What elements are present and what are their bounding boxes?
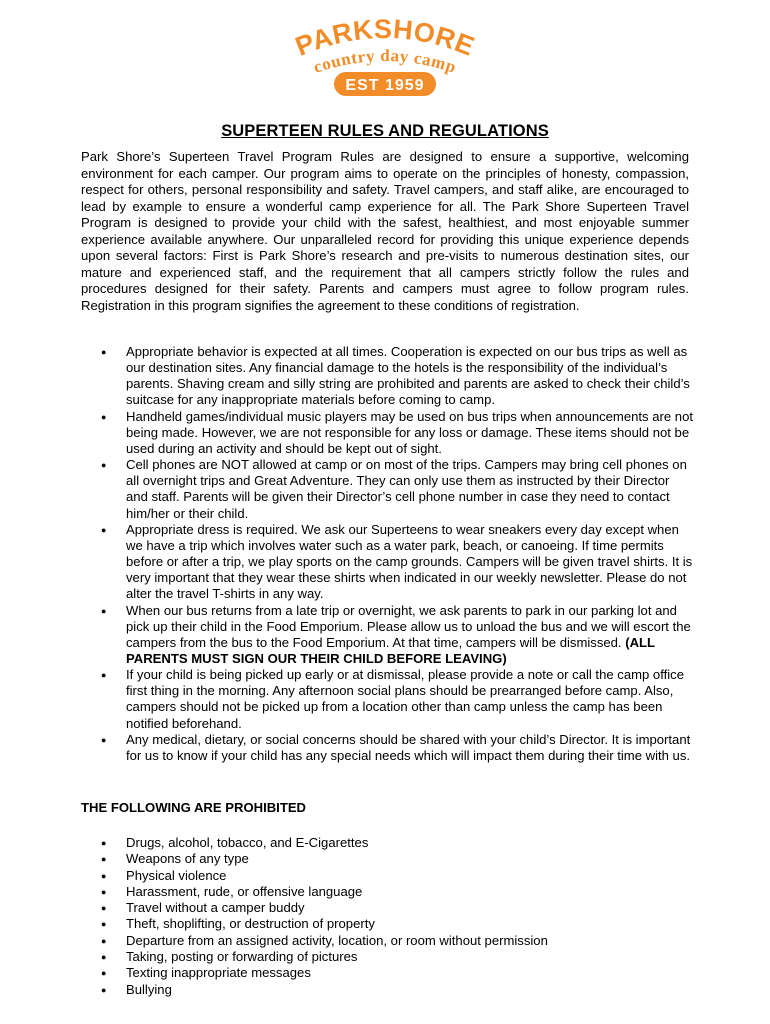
bullet-icon: ● [101, 734, 107, 745]
logo-established: EST 1959 [345, 77, 425, 94]
bullet-icon: ● [101, 411, 107, 422]
list-item [83, 344, 693, 409]
park-shore-logo [270, 18, 500, 110]
list-item [83, 732, 693, 764]
prohibited-item-text: Physical violence [126, 867, 227, 883]
prohibited-heading: THE FOLLOWING ARE PROHIBITED [81, 800, 307, 815]
rule-text: When our bus returns from a late trip or overnight, we ask parents to park in our parking lot and pick up their child in the Food Emporium. Please allow us to unload the bus and we will escort the campers from the bus to the Food Emporium. At that time, campers will be dismissed. [126, 602, 691, 650]
list-item [83, 949, 693, 965]
bullet-icon: ● [101, 870, 107, 881]
list-item [83, 835, 693, 851]
prohibited-item-text: Texting inappropriate messages [126, 965, 311, 981]
list-item [83, 982, 693, 998]
rule-emphasis: (ALL PARENTS MUST SIGN OUR THEIR CHILD BEFORE LEAVING) [126, 634, 655, 666]
logo-name: PARKSHORE [291, 18, 479, 62]
prohibited-item-text: Theft, shoplifting, or destruction of property [126, 916, 375, 932]
prohibited-item-text: Taking, posting or forwarding of pictures [126, 949, 358, 965]
bullet-icon: ● [101, 903, 107, 914]
rule-text: Appropriate dress is required. We ask our Superteens to wear sneakers every day except when we have a trip which involves water such as a water park, beach, or canoeing. If time permits before or after a trip, we play sports on the camp grounds. Campers will be given travel shirts. It is very important that they wear these shirts when indicated in our weekly newsletter. Please do not alter the travel T-shirts in any way. [126, 521, 693, 602]
prohibited-item-text: Travel without a camper buddy [126, 900, 305, 916]
list-item [83, 933, 693, 949]
prohibited-item-text: Drugs, alcohol, tobacco, and E-Cigarettes [126, 835, 369, 850]
list-item [83, 457, 693, 522]
list-item [83, 522, 693, 603]
prohibited-item-text: Weapons of any type [126, 851, 249, 867]
bullet-icon: ● [101, 952, 107, 963]
list-item [83, 409, 693, 457]
logo-tagline: country day camp [311, 45, 459, 77]
bullet-icon: ● [101, 886, 107, 897]
bullet-icon: ● [101, 460, 107, 471]
rule-text: Appropriate behavior is expected at all times. Cooperation is expected on our bus trips as well as our destination sites. Any financial damage to the hotels is the responsibility of the individual’s parents. Shaving cream and silly string are prohibited and parents are asked to check their child’s suitcase for any inappropriate materials before coming to camp. [126, 344, 690, 408]
bullet-icon: ● [101, 605, 107, 616]
list-item [83, 851, 693, 867]
rule-text: Handheld games/individual music players may be used on bus trips when announcements are not being made. However, we are not responsible for any loss or damage. These items should not be used during an activity and should be kept out of sight. [126, 408, 693, 456]
bullet-icon: ● [101, 854, 107, 865]
prohibited-item-text: Harassment, rude, or offensive language [126, 883, 363, 899]
bullet-icon: ● [101, 524, 107, 535]
list-item [83, 965, 693, 981]
page-title: SUPERTEEN RULES AND REGULATIONS [221, 122, 549, 140]
list-item [83, 868, 693, 884]
prohibited-item-text: Bullying [126, 981, 172, 997]
bullet-icon: ● [101, 935, 107, 946]
bullet-icon: ● [101, 838, 107, 848]
rule-text: If your child is being picked up early or at dismissal, please provide a note or call the camp office first thing in the morning. Any afternoon social plans should be prearranged before camp. Also, campers should not be picked up from a location other than camp unless the camp has been notified beforehand. [126, 667, 684, 731]
bullet-icon: ● [101, 347, 107, 357]
bullet-icon: ● [101, 984, 107, 995]
rule-text: Cell phones are NOT allowed at camp or on most of the trips. Campers may bring cell phones on all overnight trips and Great Adventure. They can only use them as instructed by their Director and staff. Parents will be given their Director’s cell phone number in case they need to contact him/her or their child. [126, 457, 687, 521]
list-item [83, 667, 693, 732]
intro-paragraph: Park Shore’s Superteen Travel Program Rules are designed to ensure a supportive, welcoming environment for each camper. Our program aims to operate on the principles of honesty, compassion, respect for others, personal responsibility and safety. Travel campers, and staff alike, are encouraged to lead by example to ensure a wonderful camp experience for all. The Park Shore Superteen Travel Program is designed to provide your child with the safest, healthiest, and most enjoyable summer experience available anywhere. Our unparalleled record for providing this unique experience depends upon several factors: First is Park Shore’s research and pre-visits to numerous destination sites, our mature and experienced staff, and the requirement that all campers strictly follow the rules and procedures designed for their safety. Parents and campers must agree to follow program rules. Registration in this program signifies the agreement to these conditions of registration. [81, 149, 689, 313]
list-item [83, 603, 693, 668]
list-item [83, 916, 693, 932]
bullet-icon: ● [101, 968, 107, 979]
list-item [83, 884, 693, 900]
rule-text: Any medical, dietary, or social concerns should be shared with your child’s Director. It is important for us to know if your child has any special needs which will impact them during their time with us. [126, 731, 691, 763]
rules-list [83, 344, 693, 764]
bullet-icon: ● [101, 670, 107, 681]
prohibited-item-text: Departure from an assigned activity, location, or room without permission [126, 932, 548, 948]
list-item [83, 900, 693, 916]
bullet-icon: ● [101, 919, 107, 930]
prohibited-list [83, 835, 693, 998]
